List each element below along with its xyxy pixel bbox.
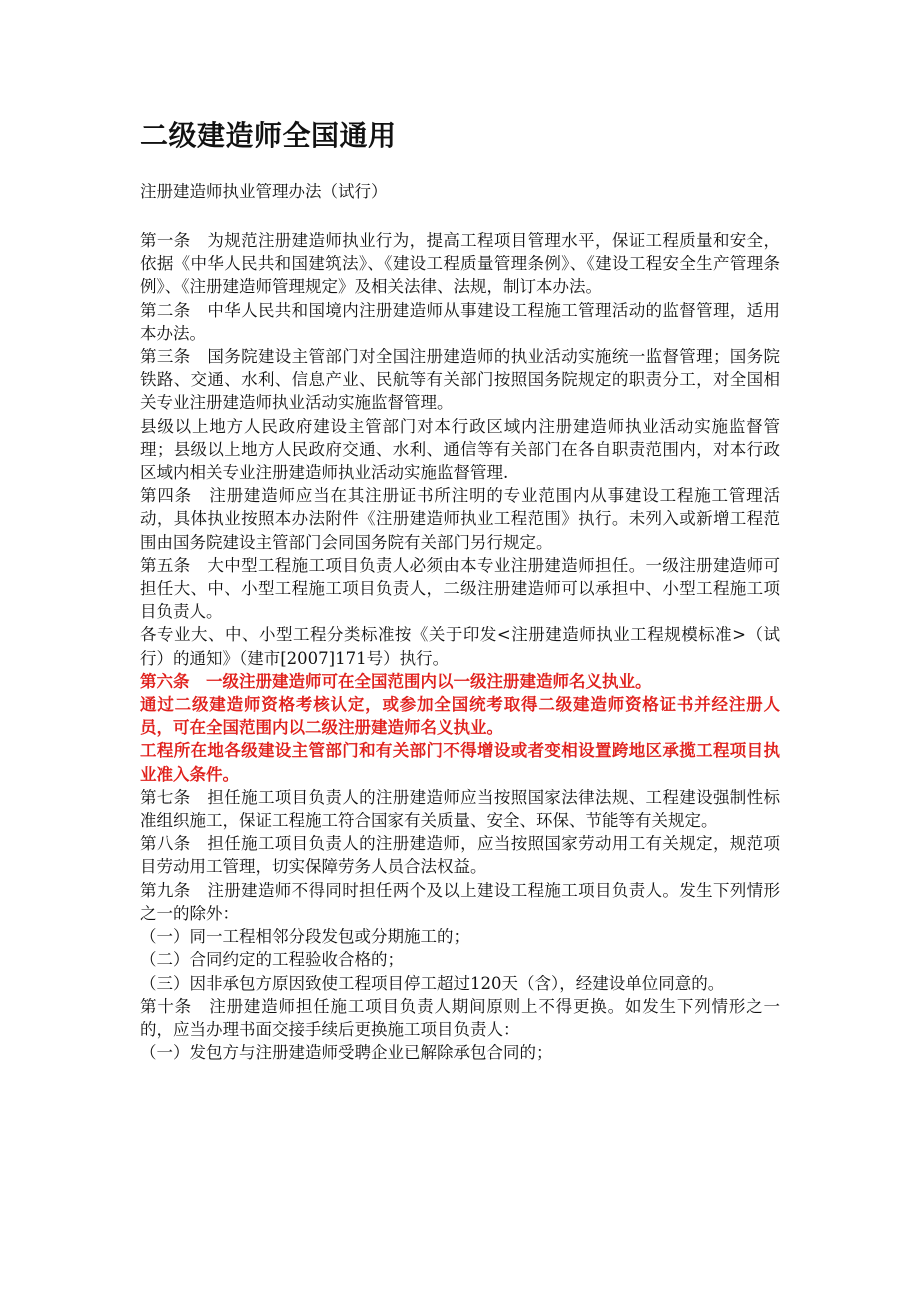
document-title: 二级建造师全国通用 <box>140 119 397 152</box>
paragraph-article-4: 第四条 注册建造师应当在其注册证书所注明的专业范围内从事建设工程施工管理活动，具体执业按照本办法附件《注册建造师执业工程范围》执行。未列入或新增工程范围由国务院建设主管部门会同国务院有关部门另行规定。 <box>140 486 780 552</box>
paragraph-article-3-cont: 县级以上地方人民政府建设主管部门对本行政区域内注册建造师执业活动实施监督管理；县级以上地方人民政府交通、水利、通信等有关部门在各自职责范围内，对本行政区域内相关专业注册建造师执业活动实施监督管理. <box>140 416 780 483</box>
paragraph-article-9-item-2: （二）合同约定的工程验收合格的； <box>140 950 404 970</box>
paragraph-article-1: 第一条 为规范注册建造师执业行为，提高工程项目管理水平，保证工程质量和安全，依据《中华人民共和国建筑法》、《建设工程质量管理条例》、《建设工程安全生产管理条例》、《注册建造师管理规定》及相关法律、法规，制订本办法。 <box>140 231 780 297</box>
paragraph-article-6-cont-2: 工程所在地各级建设主管部门和有关部门不得增设或者变相设置跨地区承揽工程项目执业准入条件。 <box>140 741 780 784</box>
paragraph-article-9: 第九条 注册建造师不得同时担任两个及以上建设工程施工项目负责人。发生下列情形之一的除外： <box>140 880 780 923</box>
paragraph-article-6-cont-1: 通过二级建造师资格考核认定，或参加全国统考取得二级建造师资格证书并经注册人员，可在全国范围内以二级注册建造师名义执业。 <box>140 695 780 738</box>
document-body <box>140 229 780 1064</box>
document-subtitle: 注册建造师执业管理办法（试行） <box>140 182 388 201</box>
paragraph-article-5: 第五条 大中型工程施工项目负责人必须由本专业注册建造师担任。一级注册建造师可担任大、中、小型工程施工项目负责人，二级注册建造师可以承担中、小型工程施工项目负责人。 <box>140 555 780 622</box>
paragraph-article-7: 第七条 担任施工项目负责人的注册建造师应当按照国家法律法规、工程建设强制性标准组织施工，保证工程施工符合国家有关质量、安全、环保、节能等有关规定。 <box>140 787 780 831</box>
paragraph-article-6: 第六条 一级注册建造师可在全国范围内以一级注册建造师名义执业。 <box>140 671 652 691</box>
paragraph-article-9-item-3: （三）因非承包方原因致使工程项目停工超过120天（含），经建设单位同意的。 <box>140 973 725 993</box>
paragraph-article-8: 第八条 担任施工项目负责人的注册建造师，应当按照国家劳动用工有关规定，规范项目劳动用工管理，切实保障劳务人员合法权益。 <box>140 834 780 877</box>
paragraph-article-10-item-1: （一）发包方与注册建造师受聘企业已解除承包合同的； <box>140 1043 553 1063</box>
paragraph-article-9-item-1: （一）同一工程相邻分段发包或分期施工的； <box>140 927 470 947</box>
paragraph-article-10: 第十条 注册建造师担任施工项目负责人期间原则上不得更换。如发生下列情形之一的，应当办理书面交接手续后更换施工项目负责人： <box>140 996 780 1039</box>
paragraph-article-3: 第三条 国务院建设主管部门对全国注册建造师的执业活动实施统一监督管理；国务院铁路、交通、水利、信息产业、民航等有关部门按照国务院规定的职责分工，对全国相关专业注册建造师执业活动实施监督管理。 <box>140 347 780 413</box>
paragraph-article-2: 第二条 中华人民共和国境内注册建造师从事建设工程施工管理活动的监督管理，适用本办法。 <box>140 300 780 343</box>
paragraph-article-5-cont: 各专业大、中、小型工程分类标准按《关于印发<注册建造师执业工程规模标准>（试行）的通知》（建市[2007]171号）执行。 <box>140 625 780 668</box>
